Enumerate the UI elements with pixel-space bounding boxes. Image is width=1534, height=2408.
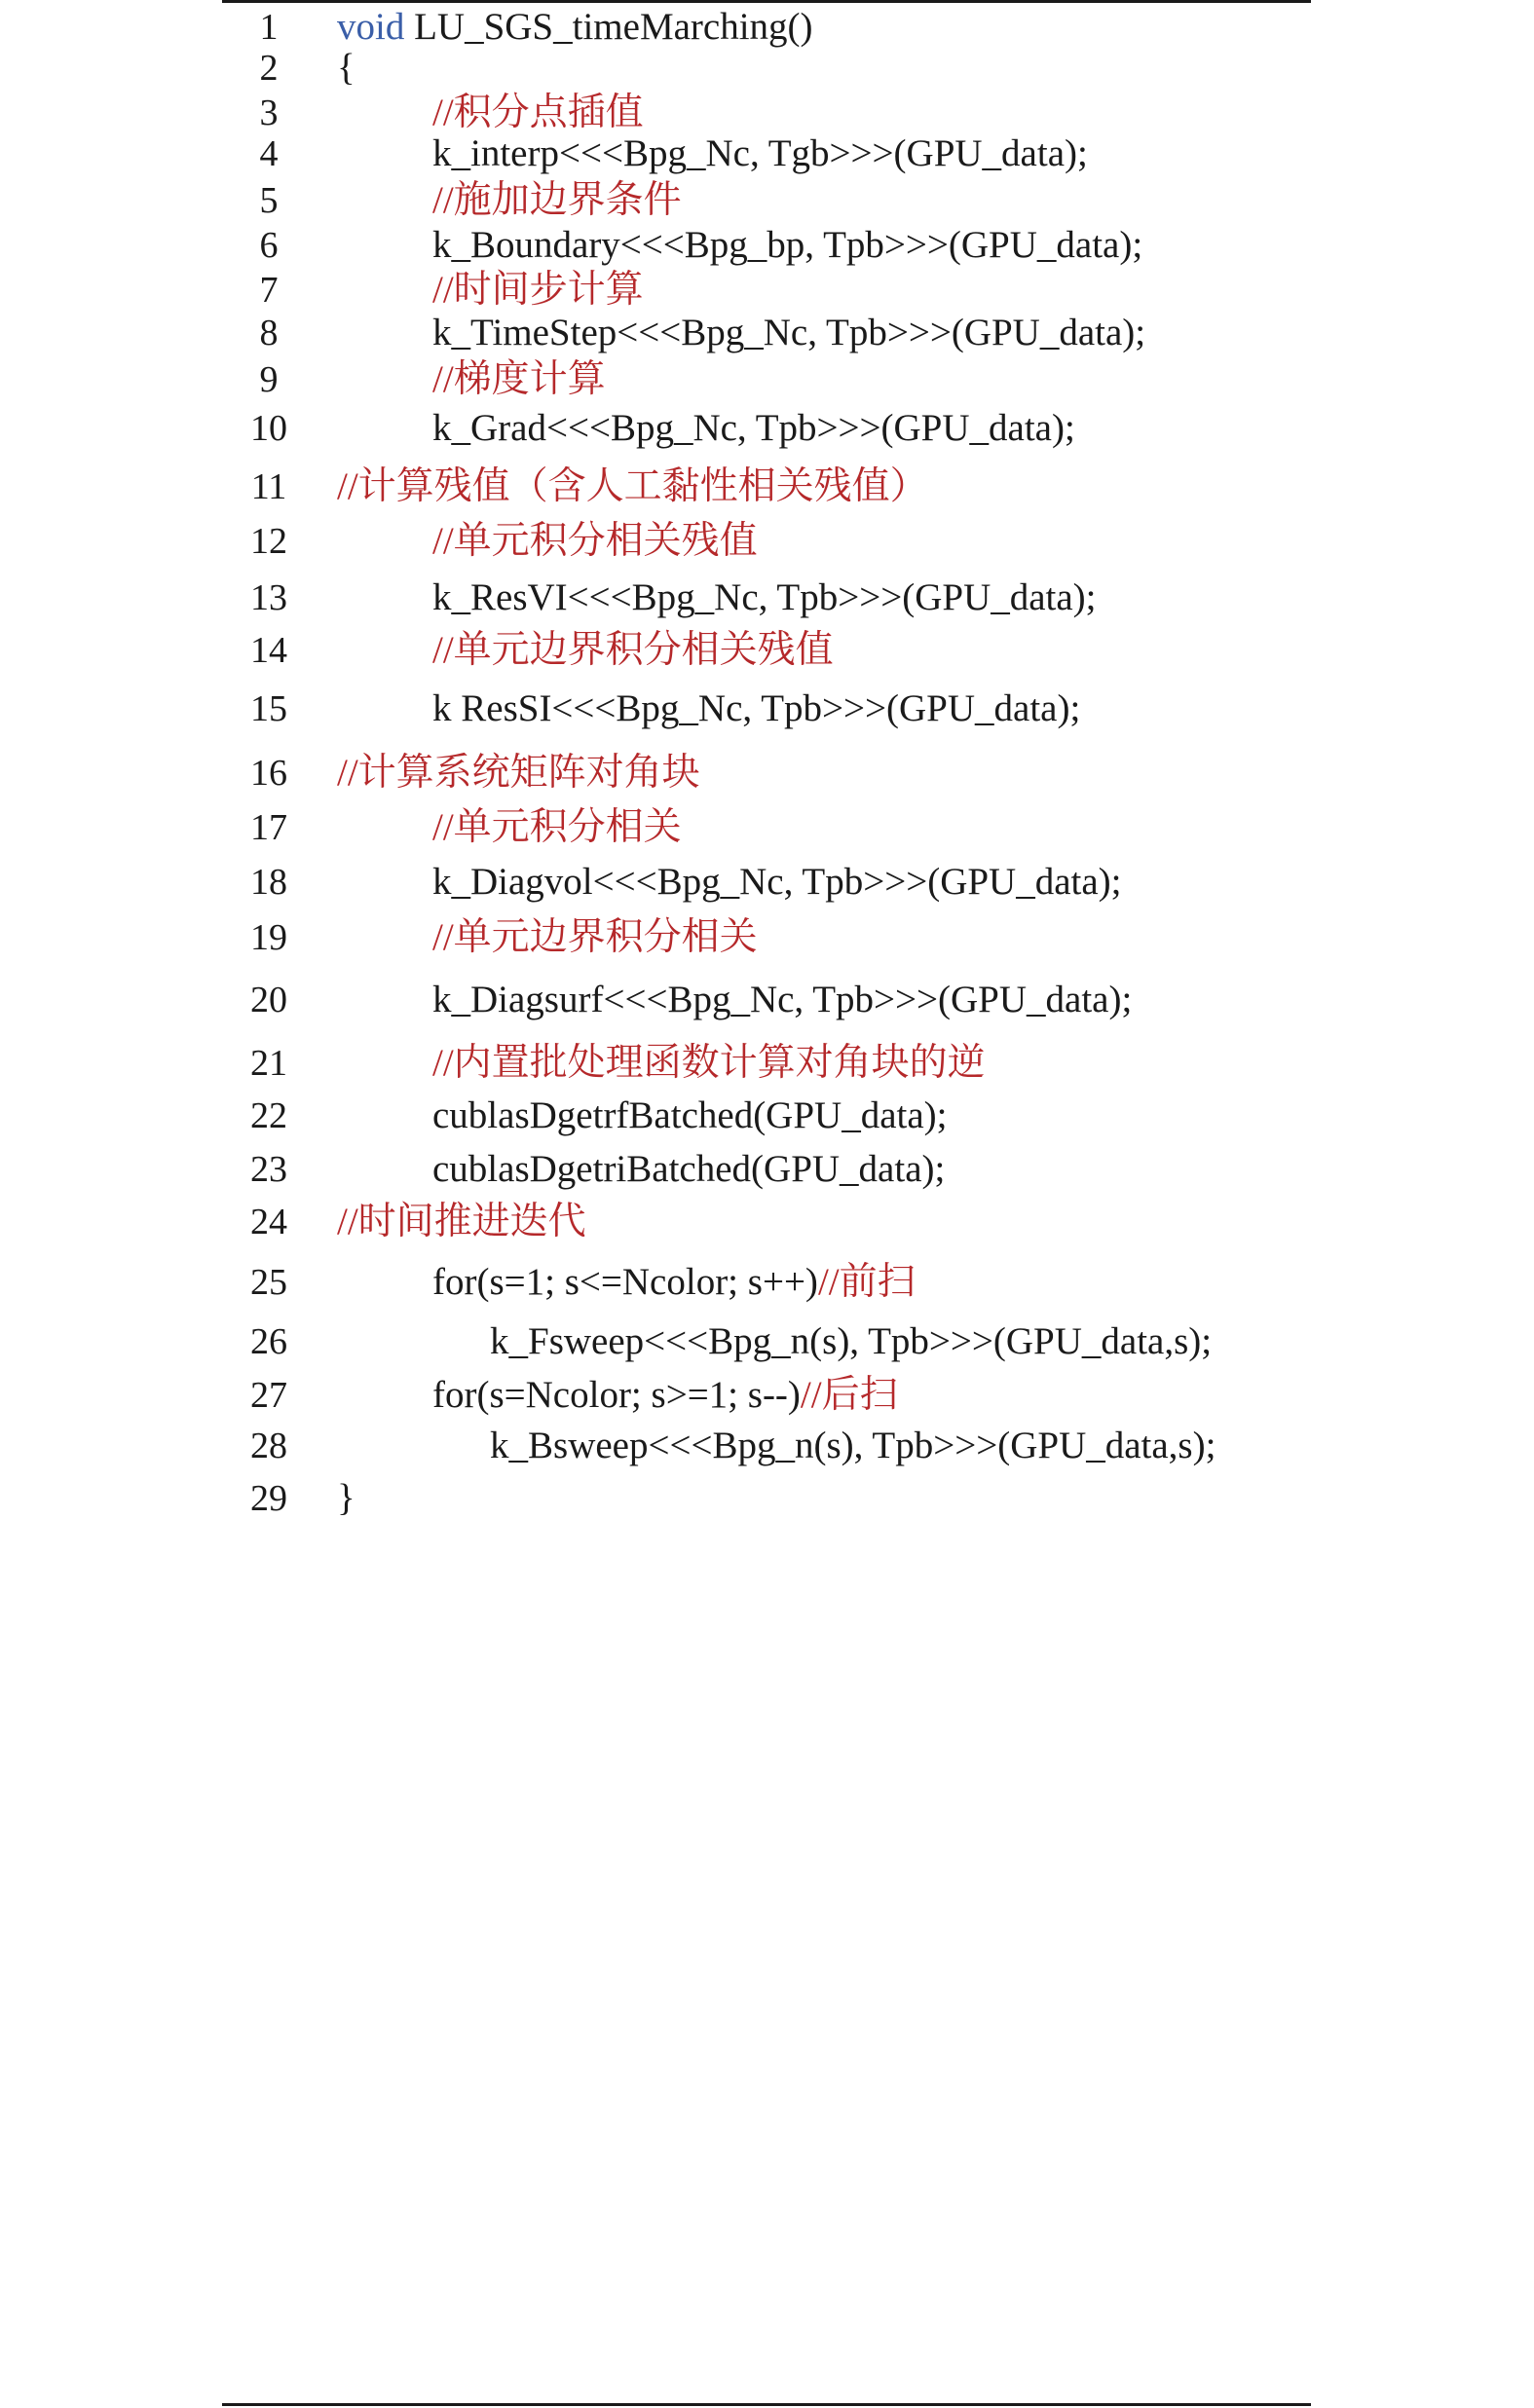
code-keyword: void <box>337 6 405 48</box>
code-text: for(s=1; s<=Ncolor; s++) <box>432 1261 818 1303</box>
code-comment: //前扫 <box>817 1261 916 1303</box>
code-text: k_Fsweep<<<Bpg_n(s), Tpb>>>(GPU_data,s); <box>490 1320 1213 1362</box>
code-comment: //时间步计算 <box>432 269 644 311</box>
line-code <box>490 1417 1216 1475</box>
code-line <box>0 798 1534 857</box>
bottom-rule <box>222 2403 1311 2406</box>
code-text: k ResSI<<<Bpg_Nc, Tpb>>>(GPU_data); <box>432 687 1081 729</box>
code-text: k_TimeStep<<<Bpg_Nc, Tpb>>>(GPU_data); <box>432 312 1146 353</box>
code-text: } <box>337 1477 355 1519</box>
line-number: 29 <box>250 1478 287 1519</box>
code-comment: //单元积分相关残值 <box>432 520 758 562</box>
line-code <box>432 1140 945 1199</box>
line-code <box>432 908 758 967</box>
line-number: 8 <box>259 313 279 353</box>
line-number: 1 <box>259 7 279 48</box>
line-number: 23 <box>250 1149 287 1190</box>
code-text: { <box>337 47 355 89</box>
line-code <box>490 1313 1212 1371</box>
code-line <box>0 569 1534 627</box>
line-number: 25 <box>250 1262 287 1303</box>
code-line <box>0 1193 1534 1251</box>
line-number: 4 <box>259 133 279 174</box>
line-number: 18 <box>250 862 287 903</box>
line-number: 6 <box>259 225 279 266</box>
code-comment: //单元边界积分相关残值 <box>432 629 834 671</box>
line-number: 12 <box>250 521 287 562</box>
code-comment: //施加边界条件 <box>432 179 682 221</box>
code-line <box>0 512 1534 571</box>
code-line <box>0 621 1534 680</box>
code-line <box>0 1087 1534 1145</box>
line-code <box>432 621 834 680</box>
code-text: cublasDgetriBatched(GPU_data); <box>432 1148 946 1190</box>
line-number: 20 <box>250 980 287 1020</box>
code-comment: //后扫 <box>800 1374 898 1416</box>
line-code <box>432 680 1080 738</box>
line-code <box>432 853 1122 911</box>
line-number: 5 <box>259 180 279 221</box>
line-code <box>432 512 758 571</box>
line-code <box>432 1366 898 1425</box>
code-text: k_interp<<<Bpg_Nc, Tgb>>>(GPU_data); <box>432 132 1088 174</box>
code-line <box>0 908 1534 967</box>
code-line <box>0 1469 1534 1528</box>
line-number: 19 <box>250 917 287 958</box>
line-number: 13 <box>250 577 287 618</box>
code-line <box>0 1366 1534 1425</box>
code-line <box>0 458 1534 516</box>
code-line <box>0 1417 1534 1475</box>
code-text: k_Diagsurf<<<Bpg_Nc, Tpb>>>(GPU_data); <box>432 979 1133 1020</box>
line-code <box>432 1087 947 1145</box>
line-number: 10 <box>250 408 287 449</box>
code-comment: //单元积分相关 <box>432 806 682 848</box>
code-comment: //积分点插值 <box>432 92 644 133</box>
line-code <box>432 569 1097 627</box>
line-number: 11 <box>250 466 287 507</box>
code-comment: //时间推进迭代 <box>337 1201 586 1242</box>
line-code <box>432 1034 986 1093</box>
code-line <box>0 1313 1534 1371</box>
code-text: k_Bsweep<<<Bpg_n(s), Tpb>>>(GPU_data,s); <box>490 1425 1216 1466</box>
code-line <box>0 1140 1534 1199</box>
line-code <box>337 458 928 516</box>
code-line <box>0 399 1534 458</box>
code-comment: //单元边界积分相关 <box>432 916 758 958</box>
code-text: cublasDgetrfBatched(GPU_data); <box>432 1094 948 1136</box>
code-text: LU_SGS_timeMarching() <box>404 6 813 48</box>
line-code <box>337 1469 355 1528</box>
line-number: 22 <box>250 1095 287 1136</box>
line-code <box>337 1193 586 1251</box>
line-number: 28 <box>250 1426 287 1466</box>
code-line <box>0 1253 1534 1312</box>
code-comment: //内置批处理函数计算对角块的逆 <box>432 1042 986 1084</box>
line-code <box>432 971 1132 1029</box>
code-line <box>0 680 1534 738</box>
line-number: 3 <box>259 93 279 133</box>
line-number: 14 <box>250 630 287 671</box>
line-number: 17 <box>250 807 287 848</box>
line-number: 7 <box>259 270 279 311</box>
line-number: 15 <box>250 688 287 729</box>
code-line <box>0 971 1534 1029</box>
line-code <box>432 399 1075 458</box>
line-number: 21 <box>250 1043 287 1084</box>
line-number: 24 <box>250 1202 287 1242</box>
code-text: for(s=Ncolor; s>=1; s--) <box>432 1374 801 1416</box>
code-text: k_Boundary<<<Bpg_bp, Tpb>>>(GPU_data); <box>432 224 1143 266</box>
code-text: k_ResVI<<<Bpg_Nc, Tpb>>>(GPU_data); <box>432 576 1097 618</box>
code-text: k_Grad<<<Bpg_Nc, Tpb>>>(GPU_data); <box>432 407 1075 449</box>
line-code <box>337 744 700 802</box>
code-line <box>0 853 1534 911</box>
code-line <box>0 1034 1534 1093</box>
code-comment: //计算残值（含人工黏性相关残值） <box>337 465 928 507</box>
line-code <box>432 798 682 857</box>
line-code <box>432 1253 916 1312</box>
code-comment: //计算系统矩阵对角块 <box>337 752 700 794</box>
code-line <box>0 744 1534 802</box>
line-number: 16 <box>250 753 287 794</box>
line-number: 27 <box>250 1375 287 1416</box>
line-number: 9 <box>259 359 279 400</box>
code-text: k_Diagvol<<<Bpg_Nc, Tpb>>>(GPU_data); <box>432 861 1122 903</box>
line-number: 26 <box>250 1321 287 1362</box>
line-number: 2 <box>259 48 279 89</box>
code-comment: //梯度计算 <box>432 358 606 400</box>
